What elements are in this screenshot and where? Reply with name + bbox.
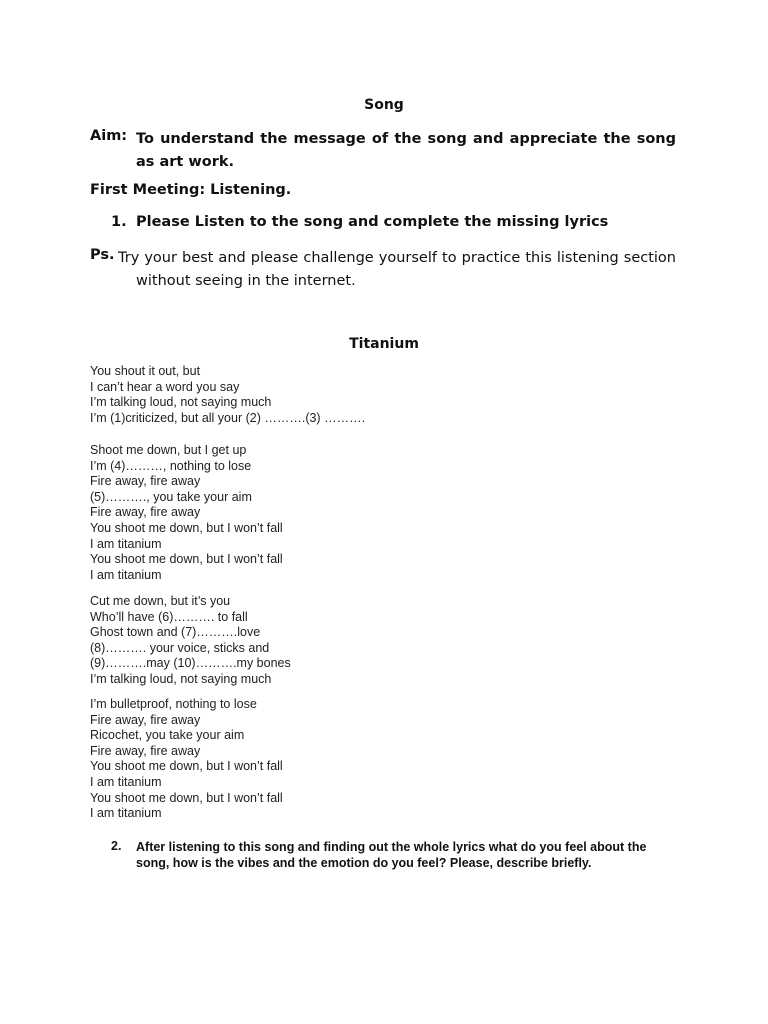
lyrics-stanza-2 — [90, 443, 490, 583]
lyrics-stanza-4 — [90, 697, 490, 822]
ps-text — [118, 247, 676, 293]
lyric-line: Fire away, fire away — [90, 474, 201, 489]
lyric-line: Fire away, fire away — [90, 743, 201, 758]
lyrics-stanza-3 — [90, 594, 490, 688]
lyric-line: I can’t hear a word you say — [90, 379, 240, 394]
page-title: Song — [364, 97, 404, 113]
lyric-line: I am titanium — [90, 536, 162, 551]
lyric-line: You shout it out, but — [90, 364, 201, 378]
lyric-line: I’m (1)criticized, but all your (2) ……….(3) ………. — [90, 410, 366, 425]
lyric-line: You shoot me down, but I won’t fall — [90, 552, 283, 567]
lyric-line: I’m bulletproof, nothing to lose — [90, 697, 257, 711]
lyric-line: (5)………., you take your aim — [90, 489, 252, 504]
ps-line-2: without seeing in the internet. — [136, 273, 356, 289]
lyric-line: (9)……….may (10)……….my bones — [90, 656, 291, 671]
ps-line-1: Try your best and please challenge yourself to practice this listening section — [118, 250, 676, 266]
lyric-line: Fire away, fire away — [90, 712, 201, 727]
item1-number: 1. — [111, 214, 127, 230]
lyric-line: (8)………. your voice, sticks and — [90, 640, 270, 655]
lyric-line: You shoot me down, but I won’t fall — [90, 759, 283, 774]
aim-label: Aim: — [90, 128, 128, 144]
lyric-line: Ghost town and (7)……….love — [90, 625, 261, 640]
lyric-line: Shoot me down, but I get up — [90, 443, 247, 457]
aim-text: To understand the message of the song and appreciate the song as art work. — [136, 131, 676, 170]
lyric-line: I am titanium — [90, 806, 162, 821]
lyric-line: Fire away, fire away — [90, 505, 201, 520]
lyric-line: I’m talking loud, not saying much — [90, 671, 272, 686]
lyric-line: I’m talking loud, not saying much — [90, 395, 272, 410]
item1-text: Please Listen to the song and complete the missing lyrics — [136, 214, 609, 230]
lyric-line: You shoot me down, but I won’t fall — [90, 520, 283, 535]
lyric-line: You shoot me down, but I won’t fall — [90, 790, 283, 805]
song-title: Titanium — [349, 336, 419, 352]
lyric-line: I am titanium — [90, 567, 162, 582]
lyric-line: Ricochet, you take your aim — [90, 728, 245, 743]
item2-number: 2. — [111, 839, 122, 853]
lyric-line: I am titanium — [90, 774, 162, 789]
item2-text: After listening to this song and finding out the whole lyrics what do you feel about the song, how is the vibes and the emotion do you feel? Please, describe briefly. — [136, 840, 647, 870]
lyric-line: Who’ll have (6)………. to fall — [90, 609, 248, 624]
lyrics-stanza-1 — [90, 364, 490, 426]
lyric-line: Cut me down, but it’s you — [90, 594, 231, 608]
lyric-line: I’m (4)………, nothing to lose — [90, 458, 252, 473]
ps-label: Ps. — [90, 247, 115, 263]
first-meeting-heading: First Meeting: Listening. — [90, 182, 292, 198]
